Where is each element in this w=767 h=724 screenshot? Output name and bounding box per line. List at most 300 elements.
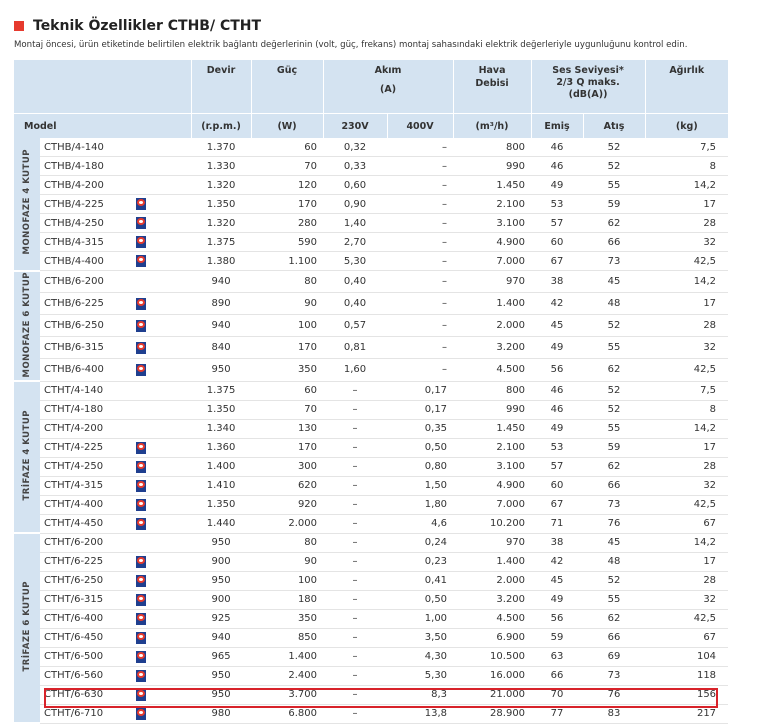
a400-cell: 8,3 (387, 685, 453, 704)
a400-cell: – (387, 293, 453, 315)
v400-header: 400V (387, 114, 453, 139)
certification-cell (136, 666, 191, 685)
certification-icon (136, 594, 146, 606)
model-cell: CTHT/6-400 (40, 609, 136, 628)
atis-cell: 69 (583, 647, 645, 666)
a230-cell: – (323, 381, 387, 400)
table-row (14, 419, 728, 438)
model-header-spacer (14, 60, 191, 114)
atis-cell: 55 (583, 590, 645, 609)
a230-cell: 0,60 (323, 176, 387, 195)
certification-cell (136, 552, 191, 571)
a400-cell: – (387, 315, 453, 337)
model-cell: CTHB/4-180 (40, 157, 136, 176)
agirlik-cell: 8 (645, 157, 728, 176)
a230-cell: – (323, 495, 387, 514)
agirlik-cell: 67 (645, 628, 728, 647)
hava-cell: 1.400 (453, 552, 531, 571)
certification-cell (136, 233, 191, 252)
certification-cell (136, 571, 191, 590)
a400-cell: 13,8 (387, 704, 453, 723)
a230-cell: – (323, 400, 387, 419)
guc-cell: 130 (251, 419, 323, 438)
a400-cell: 0,23 (387, 552, 453, 571)
certification-cell (136, 533, 191, 552)
emis-cell: 46 (531, 138, 583, 157)
table-row (14, 400, 728, 419)
model-cell: CTHB/6-200 (40, 271, 136, 293)
a230-cell: – (323, 552, 387, 571)
model-cell: CTHB/6-225 (40, 293, 136, 315)
emis-cell: 56 (531, 359, 583, 381)
emis-cell: 42 (531, 552, 583, 571)
group-label: MONOFAZE 6 KUTUP (22, 271, 32, 378)
a400-cell: – (387, 138, 453, 157)
a400-cell: – (387, 271, 453, 293)
devir-cell: 1.350 (191, 195, 251, 214)
a400-cell: – (387, 157, 453, 176)
devir-cell: 890 (191, 293, 251, 315)
ses-header (531, 60, 645, 114)
model-cell: CTHT/4-200 (40, 419, 136, 438)
table-row (14, 195, 728, 214)
agirlik-cell: 17 (645, 552, 728, 571)
agirlik-cell: 104 (645, 647, 728, 666)
emis-cell: 45 (531, 571, 583, 590)
devir-cell: 950 (191, 685, 251, 704)
emis-cell: 49 (531, 337, 583, 359)
atis-cell: 55 (583, 176, 645, 195)
table-row (14, 252, 728, 271)
agirlik-cell: 17 (645, 195, 728, 214)
a400-cell: 0,35 (387, 419, 453, 438)
certification-cell (136, 514, 191, 533)
a400-cell: 3,50 (387, 628, 453, 647)
guc-cell: 2.400 (251, 666, 323, 685)
guc-cell: 80 (251, 271, 323, 293)
devir-cell: 950 (191, 571, 251, 590)
agirlik-cell: 28 (645, 457, 728, 476)
atis-cell: 45 (583, 533, 645, 552)
hava-cell: 970 (453, 271, 531, 293)
a230-cell: – (323, 704, 387, 723)
table-row (14, 214, 728, 233)
atis-cell: 66 (583, 628, 645, 647)
certification-cell (136, 419, 191, 438)
a400-cell: – (387, 337, 453, 359)
emis-cell: 38 (531, 533, 583, 552)
hava-cell: 4.900 (453, 233, 531, 252)
atis-cell: 48 (583, 293, 645, 315)
emis-cell: 46 (531, 400, 583, 419)
certification-icon (136, 298, 146, 310)
model-cell: CTHB/4-140 (40, 138, 136, 157)
a230-cell: – (323, 476, 387, 495)
a400-cell: – (387, 176, 453, 195)
model-cell: CTHT/6-450 (40, 628, 136, 647)
hava-cell: 16.000 (453, 666, 531, 685)
a400-cell: 4,30 (387, 647, 453, 666)
agirlik-cell: 17 (645, 438, 728, 457)
model-cell: CTHT/4-250 (40, 457, 136, 476)
model-cell: CTHT/6-630 (40, 685, 136, 704)
agirlik-cell: 42,5 (645, 359, 728, 381)
a230-cell: 0,40 (323, 293, 387, 315)
hava-cell: 21.000 (453, 685, 531, 704)
page-title (14, 18, 261, 34)
akim-header (323, 60, 453, 114)
devir-cell: 1.440 (191, 514, 251, 533)
a230-cell: – (323, 590, 387, 609)
certification-cell (136, 590, 191, 609)
emis-cell: 38 (531, 271, 583, 293)
a400-cell: 0,24 (387, 533, 453, 552)
model-cell: CTHB/4-225 (40, 195, 136, 214)
certification-icon (136, 480, 146, 492)
certification-cell (136, 138, 191, 157)
emis-header: Emiş (531, 114, 583, 139)
a230-cell: 0,32 (323, 138, 387, 157)
model-header: Model (14, 114, 191, 139)
table-row (14, 138, 728, 157)
a230-cell: 0,90 (323, 195, 387, 214)
devir-cell: 1.360 (191, 438, 251, 457)
atis-cell: 66 (583, 233, 645, 252)
emis-cell: 70 (531, 685, 583, 704)
hava-label-1: Hava (478, 65, 506, 76)
hava-cell: 800 (453, 381, 531, 400)
agirlik-cell: 28 (645, 214, 728, 233)
table-row (14, 647, 728, 666)
atis-cell: 76 (583, 514, 645, 533)
group-label-cell (14, 271, 40, 382)
atis-cell: 55 (583, 337, 645, 359)
atis-cell: 66 (583, 476, 645, 495)
table-row (14, 666, 728, 685)
a400-cell: – (387, 252, 453, 271)
table-row (14, 438, 728, 457)
certification-cell (136, 647, 191, 666)
guc-cell: 280 (251, 214, 323, 233)
agirlik-cell: 42,5 (645, 609, 728, 628)
table-row (14, 337, 728, 359)
agirlik-cell: 14,2 (645, 176, 728, 195)
model-cell: CTHT/4-225 (40, 438, 136, 457)
guc-cell: 60 (251, 381, 323, 400)
table-row (14, 293, 728, 315)
hava-cell: 4.500 (453, 609, 531, 628)
certification-icon (136, 670, 146, 682)
devir-cell: 1.340 (191, 419, 251, 438)
emis-cell: 63 (531, 647, 583, 666)
model-cell: CTHT/4-315 (40, 476, 136, 495)
table-row (14, 157, 728, 176)
devir-cell: 900 (191, 590, 251, 609)
group-label: MONOFAZE 4 KUTUP (22, 149, 32, 255)
emis-cell: 57 (531, 214, 583, 233)
certification-icon (136, 575, 146, 587)
hava-cell: 1.450 (453, 419, 531, 438)
certification-cell (136, 457, 191, 476)
a400-cell: – (387, 233, 453, 252)
ses-label-3: (dB(A)) (568, 89, 608, 100)
table-row (14, 628, 728, 647)
certification-icon (136, 689, 146, 701)
model-cell: CTHB/6-250 (40, 315, 136, 337)
devir-cell: 1.375 (191, 233, 251, 252)
devir-cell: 980 (191, 704, 251, 723)
hava-label-2: Debisi (475, 78, 509, 89)
agirlik-cell: 217 (645, 704, 728, 723)
hava-cell: 4.500 (453, 359, 531, 381)
group-label-cell (14, 138, 40, 271)
a400-cell: – (387, 359, 453, 381)
guc-cell: 3.700 (251, 685, 323, 704)
devir-cell: 925 (191, 609, 251, 628)
devir-cell: 1.370 (191, 138, 251, 157)
hava-cell: 3.100 (453, 214, 531, 233)
guc-cell: 2.000 (251, 514, 323, 533)
certification-cell (136, 293, 191, 315)
hava-cell: 7.000 (453, 252, 531, 271)
title-text: Teknik Özellikler CTHB/ CTHT (33, 18, 262, 34)
a400-cell: 4,6 (387, 514, 453, 533)
certification-cell (136, 214, 191, 233)
devir-cell: 1.400 (191, 457, 251, 476)
table-row (14, 609, 728, 628)
a230-cell: 1,60 (323, 359, 387, 381)
atis-cell: 52 (583, 571, 645, 590)
a230-cell: – (323, 609, 387, 628)
hava-cell: 2.100 (453, 195, 531, 214)
model-cell: CTHT/6-710 (40, 704, 136, 723)
hava-cell: 6.900 (453, 628, 531, 647)
devir-cell: 950 (191, 359, 251, 381)
hava-cell: 990 (453, 157, 531, 176)
ses-label-2: 2/3 Q maks. (556, 77, 620, 88)
table-row (14, 495, 728, 514)
atis-cell: 62 (583, 214, 645, 233)
emis-cell: 49 (531, 176, 583, 195)
devir-unit: (r.p.m.) (191, 114, 251, 139)
group-label-cell (14, 533, 40, 723)
hava-cell: 10.200 (453, 514, 531, 533)
model-cell: CTHT/6-315 (40, 590, 136, 609)
certification-icon (136, 320, 146, 332)
devir-cell: 1.350 (191, 495, 251, 514)
a230-cell: 0,40 (323, 271, 387, 293)
devir-cell: 1.350 (191, 400, 251, 419)
atis-cell: 62 (583, 359, 645, 381)
hava-cell: 3.100 (453, 457, 531, 476)
atis-cell: 48 (583, 552, 645, 571)
atis-cell: 62 (583, 609, 645, 628)
a230-cell: 1,40 (323, 214, 387, 233)
emis-cell: 60 (531, 476, 583, 495)
agirlik-cell: 7,5 (645, 381, 728, 400)
guc-cell: 1.400 (251, 647, 323, 666)
hava-cell: 2.000 (453, 571, 531, 590)
atis-header: Atış (583, 114, 645, 139)
hava-cell: 10.500 (453, 647, 531, 666)
spec-table (14, 60, 728, 724)
a230-cell: – (323, 438, 387, 457)
table-row (14, 590, 728, 609)
emis-cell: 57 (531, 457, 583, 476)
certification-cell (136, 195, 191, 214)
guc-cell: 180 (251, 590, 323, 609)
devir-cell: 950 (191, 533, 251, 552)
atis-cell: 52 (583, 400, 645, 419)
agirlik-cell: 32 (645, 476, 728, 495)
spec-table-wrapper (14, 60, 728, 724)
atis-cell: 52 (583, 315, 645, 337)
subtitle: Montaj öncesi, ürün etiketinde belirtilen elektrik bağlantı değerlerinin (volt, güç, frekans) montaj sahasındaki elektrik değerleriyle uygunluğunu kontrol edin. (14, 40, 688, 50)
guc-cell: 100 (251, 315, 323, 337)
emis-cell: 66 (531, 666, 583, 685)
devir-cell: 940 (191, 315, 251, 337)
a230-cell: 0,33 (323, 157, 387, 176)
a400-cell: 0,50 (387, 438, 453, 457)
agirlik-cell: 14,2 (645, 271, 728, 293)
model-cell: CTHT/6-500 (40, 647, 136, 666)
emis-cell: 60 (531, 233, 583, 252)
atis-cell: 73 (583, 495, 645, 514)
certification-icon (136, 632, 146, 644)
table-row (14, 571, 728, 590)
certification-icon (136, 613, 146, 625)
a400-cell: 0,17 (387, 381, 453, 400)
agirlik-cell: 32 (645, 233, 728, 252)
emis-cell: 49 (531, 419, 583, 438)
a400-cell: – (387, 195, 453, 214)
table-row (14, 552, 728, 571)
akim-unit: (A) (380, 84, 397, 95)
guc-cell: 90 (251, 552, 323, 571)
hava-cell: 800 (453, 138, 531, 157)
guc-cell: 170 (251, 438, 323, 457)
a400-cell: 1,80 (387, 495, 453, 514)
devir-cell: 1.380 (191, 252, 251, 271)
hava-cell: 3.200 (453, 590, 531, 609)
devir-cell: 1.330 (191, 157, 251, 176)
guc-cell: 90 (251, 293, 323, 315)
certification-icon (136, 518, 146, 530)
certification-cell (136, 337, 191, 359)
certification-cell (136, 315, 191, 337)
agirlik-cell: 42,5 (645, 252, 728, 271)
group-label: TRİFAZE 4 KUTUP (22, 410, 32, 501)
group-label: TRİFAZE 6 KUTUP (22, 581, 32, 672)
emis-cell: 45 (531, 315, 583, 337)
guc-unit: (W) (251, 114, 323, 139)
a230-cell: 5,30 (323, 252, 387, 271)
guc-cell: 350 (251, 609, 323, 628)
emis-cell: 71 (531, 514, 583, 533)
agirlik-cell: 156 (645, 685, 728, 704)
ses-label-1: Ses Seviyesi* (552, 65, 624, 76)
atis-cell: 52 (583, 138, 645, 157)
devir-cell: 900 (191, 552, 251, 571)
guc-cell: 70 (251, 400, 323, 419)
a230-cell: – (323, 514, 387, 533)
hava-cell: 28.900 (453, 704, 531, 723)
certification-cell (136, 176, 191, 195)
a230-cell: – (323, 571, 387, 590)
model-cell: CTHT/4-400 (40, 495, 136, 514)
certification-cell (136, 271, 191, 293)
model-cell: CTHB/4-250 (40, 214, 136, 233)
atis-cell: 59 (583, 195, 645, 214)
guc-header: Güç (251, 60, 323, 114)
emis-cell: 67 (531, 495, 583, 514)
model-cell: CTHT/4-180 (40, 400, 136, 419)
a230-cell: – (323, 533, 387, 552)
guc-cell: 920 (251, 495, 323, 514)
a400-cell: 0,50 (387, 590, 453, 609)
emis-cell: 46 (531, 157, 583, 176)
agirlik-cell: 14,2 (645, 533, 728, 552)
certification-icon (136, 342, 146, 354)
certification-cell (136, 400, 191, 419)
certification-cell (136, 476, 191, 495)
hava-header (453, 60, 531, 114)
group-label-cell (14, 381, 40, 533)
certification-icon (136, 236, 146, 248)
emis-cell: 77 (531, 704, 583, 723)
certification-icon (136, 442, 146, 454)
a400-cell: 5,30 (387, 666, 453, 685)
certification-cell (136, 438, 191, 457)
a400-cell: 0,80 (387, 457, 453, 476)
a400-cell: 0,41 (387, 571, 453, 590)
agirlik-cell: 7,5 (645, 138, 728, 157)
model-cell: CTHT/4-140 (40, 381, 136, 400)
guc-cell: 120 (251, 176, 323, 195)
devir-cell: 1.320 (191, 214, 251, 233)
a400-cell: 0,17 (387, 400, 453, 419)
certification-icon (136, 198, 146, 210)
atis-cell: 83 (583, 704, 645, 723)
spec-table-body (14, 138, 728, 723)
hava-cell: 970 (453, 533, 531, 552)
atis-cell: 52 (583, 157, 645, 176)
certification-cell (136, 609, 191, 628)
model-cell: CTHT/6-250 (40, 571, 136, 590)
hava-unit: (m³/h) (453, 114, 531, 139)
devir-cell: 965 (191, 647, 251, 666)
hava-cell: 990 (453, 400, 531, 419)
model-cell: CTHT/6-560 (40, 666, 136, 685)
agirlik-cell: 118 (645, 666, 728, 685)
emis-cell: 49 (531, 590, 583, 609)
atis-cell: 52 (583, 381, 645, 400)
devir-cell: 1.320 (191, 176, 251, 195)
hava-cell: 1.450 (453, 176, 531, 195)
guc-cell: 70 (251, 157, 323, 176)
a230-cell: – (323, 457, 387, 476)
certification-cell (136, 628, 191, 647)
guc-cell: 6.800 (251, 704, 323, 723)
emis-cell: 59 (531, 628, 583, 647)
certification-cell (136, 495, 191, 514)
model-cell: CTHT/4-450 (40, 514, 136, 533)
guc-cell: 620 (251, 476, 323, 495)
hava-cell: 1.400 (453, 293, 531, 315)
a230-cell: 2,70 (323, 233, 387, 252)
certification-cell (136, 685, 191, 704)
devir-cell: 840 (191, 337, 251, 359)
